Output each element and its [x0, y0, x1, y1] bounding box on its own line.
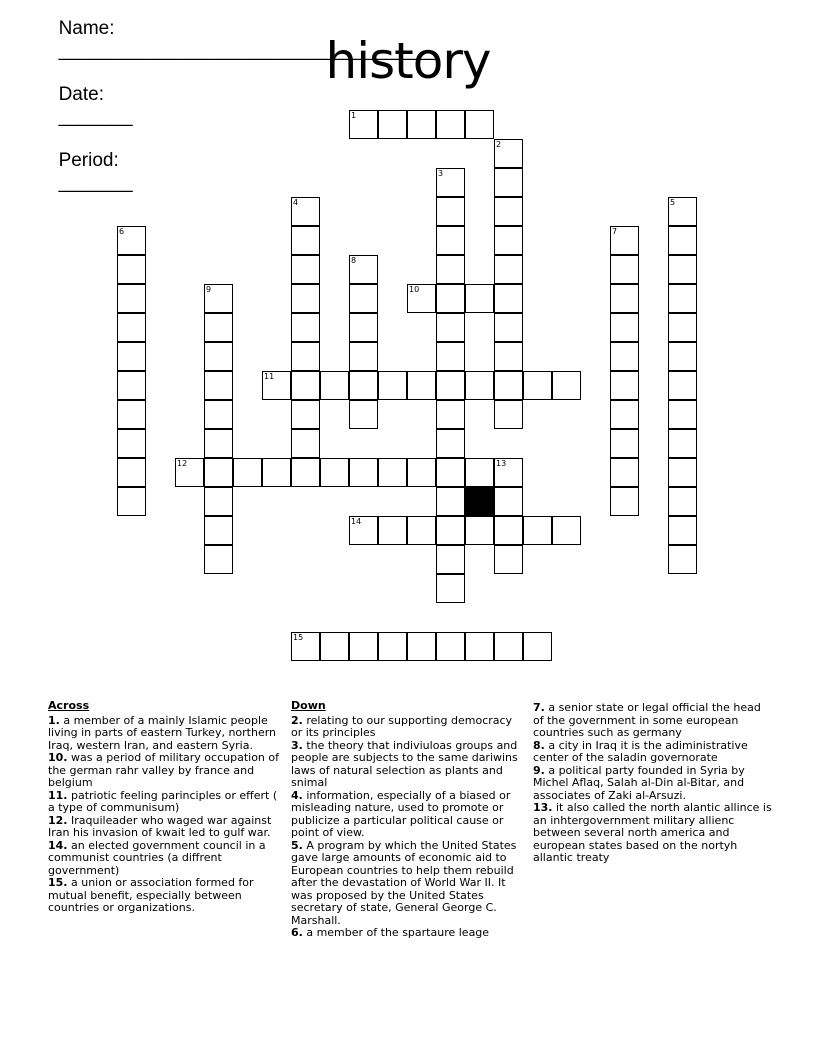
grid-cell[interactable]	[117, 400, 146, 429]
grid-cell[interactable]	[494, 255, 523, 284]
grid-cell[interactable]	[349, 458, 378, 487]
grid-cell[interactable]	[610, 284, 639, 313]
down-clue-list-continued	[533, 702, 773, 865]
clue-number: 1.	[48, 713, 60, 727]
grid-cell[interactable]	[610, 313, 639, 342]
clue-number: 4	[293, 198, 299, 207]
name-blank[interactable]: ____________________________________	[58, 40, 439, 61]
grid-cell[interactable]	[494, 139, 523, 168]
grid-cell[interactable]	[117, 458, 146, 487]
clue-number: 1	[351, 111, 357, 120]
clue-number: 3.	[291, 738, 303, 752]
grid-cell[interactable]	[436, 342, 465, 371]
clue-number: 5	[670, 198, 676, 207]
grid-cell[interactable]	[291, 371, 320, 400]
grid-cell[interactable]	[204, 284, 233, 313]
grid-cell[interactable]	[436, 400, 465, 429]
clue-text: a senior state or legal official the head of the government in some european countries such as germany	[533, 701, 761, 739]
grid-cell[interactable]	[117, 371, 146, 400]
grid-cell[interactable]	[204, 516, 233, 545]
grid-cell[interactable]	[465, 516, 494, 545]
grid-cell[interactable]	[668, 371, 697, 400]
grid-cell[interactable]	[668, 255, 697, 284]
clue-item	[533, 702, 773, 740]
clue-number: 2	[496, 140, 502, 149]
grid-cell[interactable]	[494, 632, 523, 661]
grid-cell[interactable]	[494, 168, 523, 197]
clue-number: 6.	[291, 926, 303, 939]
grid-cell[interactable]	[407, 110, 436, 139]
grid-cell[interactable]	[610, 400, 639, 429]
grid-cell[interactable]	[494, 487, 523, 516]
grid-cell[interactable]	[668, 313, 697, 342]
grid-cell[interactable]	[262, 458, 291, 487]
grid-cell[interactable]	[378, 458, 407, 487]
clue-item	[533, 740, 773, 765]
grid-cell[interactable]	[349, 313, 378, 342]
grid-cell[interactable]	[349, 371, 378, 400]
grid-cell[interactable]	[436, 226, 465, 255]
clue-number: 4.	[291, 788, 303, 802]
down-clues-continued	[533, 702, 773, 865]
clue-number: 14.	[48, 838, 68, 852]
clue-text: a union or association formed for mutual benefit, especially between countries or organizations.	[48, 876, 254, 914]
grid-cell[interactable]	[436, 487, 465, 516]
clue-text: A program by which the United States gave large amounts of economic aid to European countries to help them rebuild after the devastation of World War II. It was proposed by the United States secretary of state, General George C. Marshall.	[291, 838, 517, 927]
grid-cell[interactable]	[407, 371, 436, 400]
clue-text: an elected government council in a communist countries (a diffrent government)	[48, 838, 266, 877]
grid-cell[interactable]	[349, 632, 378, 661]
grid-cell[interactable]	[668, 226, 697, 255]
clue-item	[291, 927, 519, 940]
black-cell	[465, 487, 494, 516]
clue-item	[48, 877, 284, 915]
grid-cell[interactable]	[610, 255, 639, 284]
grid-cell[interactable]	[117, 255, 146, 284]
grid-cell[interactable]	[291, 284, 320, 313]
clue-number: 8.	[533, 738, 545, 752]
grid-cell[interactable]	[494, 197, 523, 226]
grid-cell[interactable]	[407, 516, 436, 545]
clue-number: 8	[351, 256, 357, 265]
grid-cell[interactable]	[291, 197, 320, 226]
grid-cell[interactable]	[494, 545, 523, 574]
down-clues	[291, 700, 519, 940]
clue-item	[533, 765, 773, 803]
clue-number: 10	[409, 285, 420, 294]
down-heading: Down	[291, 699, 326, 712]
clue-number: 14	[351, 517, 362, 526]
grid-cell[interactable]	[494, 516, 523, 545]
clue-text: a political party founded in Syria by Michel Aflaq, Salah al-Din al-Bitar, and associates of Zaki al-Arsuzi.	[533, 763, 745, 802]
grid-cell[interactable]	[523, 632, 552, 661]
clue-text: a member of a mainly Islamic people living in parts of eastern Turkey, northern Iraq, western Iran, and eastern Syria.	[48, 713, 277, 752]
grid-cell[interactable]	[494, 400, 523, 429]
grid-cell[interactable]	[465, 458, 494, 487]
date-label: Date:	[58, 84, 104, 105]
grid-cell[interactable]	[204, 545, 233, 574]
clue-item	[291, 840, 519, 928]
grid-cell[interactable]	[291, 458, 320, 487]
grid-cell[interactable]	[436, 458, 465, 487]
grid-cell[interactable]	[494, 284, 523, 313]
grid-cell[interactable]	[494, 226, 523, 255]
clue-text: patriotic feeling parinciples or effert ( a type of communisum)	[48, 788, 278, 814]
grid-cell[interactable]	[436, 371, 465, 400]
clue-item	[48, 840, 284, 878]
grid-cell[interactable]	[117, 284, 146, 313]
grid-cell[interactable]	[349, 342, 378, 371]
grid-cell[interactable]	[668, 516, 697, 545]
grid-cell[interactable]	[465, 110, 494, 139]
grid-cell[interactable]	[610, 371, 639, 400]
clue-item	[291, 740, 519, 790]
grid-cell[interactable]	[117, 487, 146, 516]
clue-item	[48, 815, 284, 840]
grid-cell[interactable]	[349, 400, 378, 429]
grid-cell[interactable]	[204, 429, 233, 458]
grid-cell[interactable]	[668, 545, 697, 574]
grid-cell[interactable]	[291, 342, 320, 371]
grid-cell[interactable]	[465, 632, 494, 661]
grid-cell[interactable]	[262, 371, 291, 400]
grid-cell[interactable]	[117, 429, 146, 458]
grid-cell[interactable]	[291, 429, 320, 458]
grid-cell[interactable]	[291, 255, 320, 284]
grid-cell[interactable]	[436, 284, 465, 313]
grid-cell[interactable]	[378, 110, 407, 139]
grid-cell[interactable]	[436, 313, 465, 342]
grid-cell[interactable]	[436, 429, 465, 458]
clue-item	[48, 715, 284, 753]
grid-cell[interactable]	[465, 284, 494, 313]
clue-text: a member of the spartaure leage	[302, 926, 490, 939]
grid-cell[interactable]	[436, 168, 465, 197]
grid-cell[interactable]	[494, 458, 523, 487]
grid-cell[interactable]	[204, 313, 233, 342]
period-blank[interactable]: _______	[58, 172, 133, 193]
grid-cell[interactable]	[668, 458, 697, 487]
clue-number: 12	[177, 459, 188, 468]
grid-cell[interactable]	[204, 400, 233, 429]
clue-number: 7	[612, 227, 618, 236]
clue-number: 13.	[533, 801, 553, 814]
grid-cell[interactable]	[610, 458, 639, 487]
grid-cell[interactable]	[378, 632, 407, 661]
across-clue-list	[48, 715, 284, 915]
grid-cell[interactable]	[436, 255, 465, 284]
clue-number: 13	[496, 459, 507, 468]
grid-cell[interactable]	[320, 371, 349, 400]
grid-cell[interactable]	[175, 458, 204, 487]
clue-number: 2.	[291, 713, 303, 727]
grid-cell[interactable]	[668, 400, 697, 429]
grid-cell[interactable]	[204, 371, 233, 400]
grid-cell[interactable]	[291, 226, 320, 255]
across-heading: Across	[48, 699, 90, 712]
grid-cell[interactable]	[610, 342, 639, 371]
across-clues	[48, 700, 284, 915]
clue-number: 5.	[291, 838, 303, 852]
grid-cell[interactable]	[378, 371, 407, 400]
grid-cell[interactable]	[523, 516, 552, 545]
grid-cell[interactable]	[233, 458, 262, 487]
grid-cell[interactable]	[436, 197, 465, 226]
grid-cell[interactable]	[320, 632, 349, 661]
clue-number: 15	[293, 633, 304, 642]
period-label: Period:	[58, 150, 119, 171]
grid-cell[interactable]	[291, 632, 320, 661]
clue-number: 7.	[533, 701, 545, 714]
grid-cell[interactable]	[204, 342, 233, 371]
grid-cell[interactable]	[117, 313, 146, 342]
clue-number: 10.	[48, 751, 68, 764]
clue-number: 9	[206, 285, 212, 294]
clue-number: 15.	[48, 876, 68, 889]
date-blank[interactable]: _______	[58, 106, 133, 127]
grid-cell[interactable]	[523, 371, 552, 400]
clue-number: 11	[264, 372, 275, 381]
page-title: history	[325, 32, 491, 90]
down-clue-list	[291, 715, 519, 940]
clue-text: it also called the north alantic allince is an inhtergovernment military allienc between several north america and european states based on the nortyh allantic treaty	[533, 801, 772, 864]
grid-cell[interactable]	[117, 342, 146, 371]
grid-cell[interactable]	[291, 313, 320, 342]
grid-cell[interactable]	[610, 487, 639, 516]
clue-number: 9.	[533, 763, 545, 777]
grid-cell[interactable]	[436, 574, 465, 603]
grid-cell[interactable]	[494, 371, 523, 400]
clue-text: information, especially of a biased or misleading nature, used to promote or publicize a particular political cause or point of view.	[291, 788, 511, 839]
grid-cell[interactable]	[407, 632, 436, 661]
grid-cell[interactable]	[668, 487, 697, 516]
grid-cell[interactable]	[552, 516, 581, 545]
grid-cell[interactable]	[320, 458, 349, 487]
grid-cell[interactable]	[349, 284, 378, 313]
grid-cell[interactable]	[407, 458, 436, 487]
grid-cell[interactable]	[436, 545, 465, 574]
grid-cell[interactable]	[349, 110, 378, 139]
clue-number: 3	[438, 169, 444, 178]
clue-item	[291, 790, 519, 840]
clue-text: was a period of military occupation of the german rahr valley by france and belgium	[48, 751, 279, 789]
grid-cell[interactable]	[610, 429, 639, 458]
clue-text: Iraquileader who waged war against Iran his invasion of kwait led to gulf war.	[48, 813, 272, 839]
clue-item	[48, 752, 284, 790]
grid-cell[interactable]	[349, 255, 378, 284]
grid-cell[interactable]	[610, 226, 639, 255]
clue-text: the theory that indiviuloas groups and people are subjects to the same dariwins laws of natural selection as plants and snimal	[291, 738, 518, 789]
grid-cell[interactable]	[291, 400, 320, 429]
clue-number: 6	[119, 227, 125, 236]
clue-number: 11.	[48, 788, 68, 802]
grid-cell[interactable]	[117, 226, 146, 255]
grid-cell[interactable]	[436, 516, 465, 545]
grid-cell[interactable]	[668, 429, 697, 458]
clue-text: relating to our supporting democracy or its principles	[291, 713, 513, 739]
grid-cell[interactable]	[407, 284, 436, 313]
grid-cell[interactable]	[668, 197, 697, 226]
clue-item	[291, 715, 519, 740]
grid-cell[interactable]	[436, 110, 465, 139]
grid-cell[interactable]	[204, 487, 233, 516]
grid-cell[interactable]	[465, 371, 494, 400]
grid-cell[interactable]	[494, 313, 523, 342]
grid-cell[interactable]	[668, 342, 697, 371]
grid-cell[interactable]	[552, 371, 581, 400]
grid-cell[interactable]	[204, 458, 233, 487]
clue-item	[533, 802, 773, 865]
grid-cell[interactable]	[378, 516, 407, 545]
name-label: Name:	[58, 18, 115, 39]
grid-cell[interactable]	[668, 284, 697, 313]
grid-cell[interactable]	[436, 632, 465, 661]
clue-number: 12.	[48, 813, 68, 827]
clue-item	[48, 790, 284, 815]
grid-cell[interactable]	[494, 342, 523, 371]
clue-text: a city in Iraq it is the adiministrative center of the saladin governorate	[533, 738, 748, 764]
grid-cell[interactable]	[349, 516, 378, 545]
